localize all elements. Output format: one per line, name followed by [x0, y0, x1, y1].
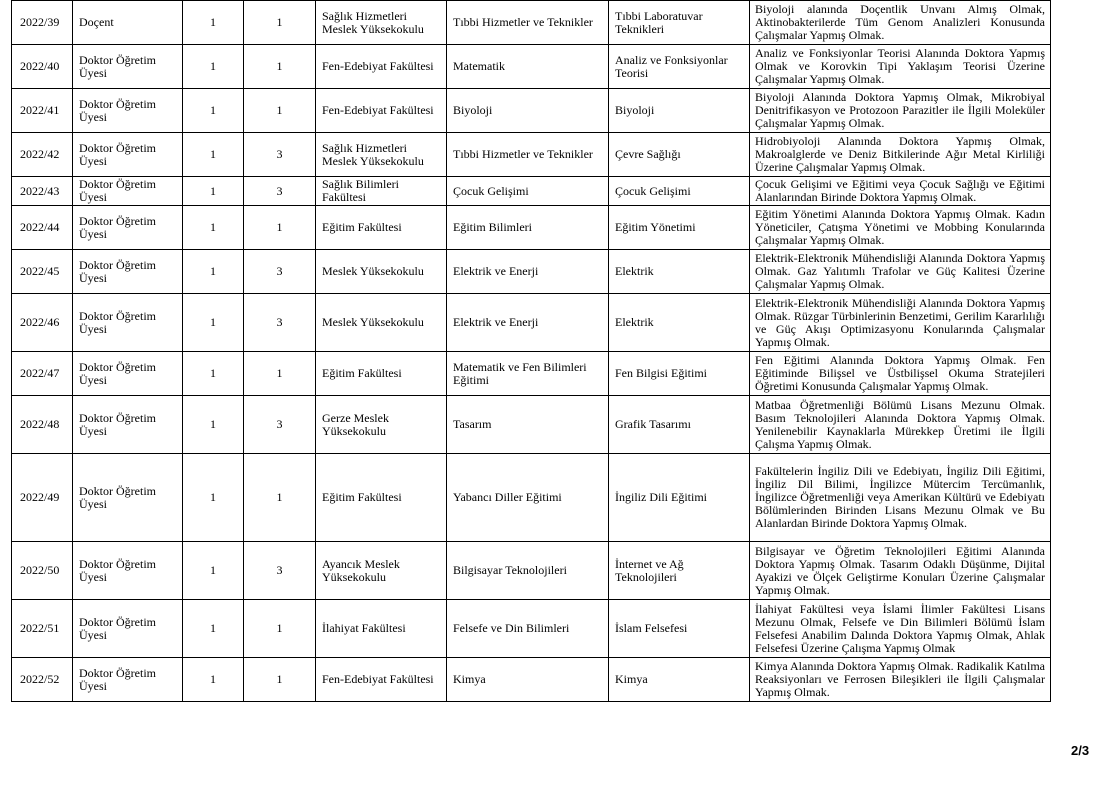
- cell-department: Kimya: [447, 658, 609, 702]
- cell-requirement: Elektrik-Elektronik Mühendisliği Alanında Doktora Yapmış Olmak. Gaz Yalıtımlı Trafolar ve Güç Kalitesi Üzerine Çalışmalar Yapmış Olmak.: [750, 250, 1051, 294]
- cell-announcement-no: 2022/50: [12, 542, 73, 600]
- cell-position-count: 1: [183, 45, 244, 89]
- cell-position-count: 1: [183, 542, 244, 600]
- cell-degree: 3: [244, 250, 316, 294]
- cell-department: Elektrik ve Enerji: [447, 250, 609, 294]
- cell-position-count: 1: [183, 600, 244, 658]
- cell-unit: Sağlık Hizmetleri Meslek Yüksekokulu: [316, 133, 447, 177]
- cell-unit: Sağlık Bilimleri Fakültesi: [316, 177, 447, 206]
- cell-unit: Ayancık Meslek Yüksekokulu: [316, 542, 447, 600]
- cell-position-count: 1: [183, 206, 244, 250]
- table-row: [12, 89, 1051, 133]
- cell-title: Doktor Öğretim Üyesi: [73, 133, 183, 177]
- cell-degree: 1: [244, 600, 316, 658]
- cell-announcement-no: 2022/45: [12, 250, 73, 294]
- cell-unit: Gerze Meslek Yüksekokulu: [316, 396, 447, 454]
- cell-position-count: 1: [183, 352, 244, 396]
- cell-program: Tıbbi Laboratuvar Teknikleri: [609, 1, 750, 45]
- table-row: [12, 250, 1051, 294]
- cell-department: Bilgisayar Teknolojileri: [447, 542, 609, 600]
- cell-degree: 1: [244, 658, 316, 702]
- cell-requirement: Fakültelerin İngiliz Dili ve Edebiyatı, İngiliz Dili Eğitimi, İngiliz Dil Bilimi, İngilizce Mütercim Tercümanlık, İngilizce Öğretmenliği veya Amerikan Kültürü ve Edebiyatı Bölümlerinden Birinden Lisans Mezunu Olmak ve Bu Alanlardan Birinde Doktora Yapmış Olmak.: [750, 454, 1051, 542]
- cell-position-count: 1: [183, 396, 244, 454]
- cell-degree: 3: [244, 177, 316, 206]
- cell-program: İslam Felsefesi: [609, 600, 750, 658]
- cell-department: Biyoloji: [447, 89, 609, 133]
- cell-title: Doktor Öğretim Üyesi: [73, 89, 183, 133]
- cell-department: Tıbbi Hizmetler ve Teknikler: [447, 133, 609, 177]
- cell-requirement: Kimya Alanında Doktora Yapmış Olmak. Radikalik Katılma Reaksiyonları ve Ferrosen Bileşikleri ile İlgili Çalışmalar Yapmış Olmak.: [750, 658, 1051, 702]
- cell-title: Doktor Öğretim Üyesi: [73, 250, 183, 294]
- cell-position-count: 1: [183, 658, 244, 702]
- cell-requirement: Biyoloji Alanında Doktora Yapmış Olmak, Mikrobiyal Denitrifikasyon ve Protozoon Parazitler ile İlgili Moleküler Çalışmalar Yapmış Olmak.: [750, 89, 1051, 133]
- cell-unit: Eğitim Fakültesi: [316, 206, 447, 250]
- cell-unit: Fen-Edebiyat Fakültesi: [316, 45, 447, 89]
- cell-unit: Eğitim Fakültesi: [316, 454, 447, 542]
- table-row: [12, 454, 1051, 542]
- cell-unit: Fen-Edebiyat Fakültesi: [316, 658, 447, 702]
- cell-degree: 1: [244, 206, 316, 250]
- cell-position-count: 1: [183, 454, 244, 542]
- cell-requirement: Fen Eğitimi Alanında Doktora Yapmış Olmak. Fen Eğitiminde Bilişsel ve Üstbilişsel Okuma Stratejileri Öğretimi Konusunda Çalışmalar Yapmış Olmak.: [750, 352, 1051, 396]
- cell-announcement-no: 2022/47: [12, 352, 73, 396]
- table-row: [12, 396, 1051, 454]
- table-row: [12, 294, 1051, 352]
- cell-title: Doktor Öğretim Üyesi: [73, 352, 183, 396]
- cell-position-count: 1: [183, 250, 244, 294]
- cell-title: Doktor Öğretim Üyesi: [73, 294, 183, 352]
- cell-requirement: Hidrobiyoloji Alanında Doktora Yapmış Olmak, Makroalglerde ve Deniz Bitkilerinde Ağır Metal Kirliliği Üzerine Çalışmalar Yapmış Olmak.: [750, 133, 1051, 177]
- cell-department: Yabancı Diller Eğitimi: [447, 454, 609, 542]
- cell-title: Doktor Öğretim Üyesi: [73, 454, 183, 542]
- table-row: [12, 1, 1051, 45]
- cell-title: Doktor Öğretim Üyesi: [73, 600, 183, 658]
- table-row: [12, 177, 1051, 206]
- cell-unit: Fen-Edebiyat Fakültesi: [316, 89, 447, 133]
- cell-announcement-no: 2022/39: [12, 1, 73, 45]
- cell-degree: 1: [244, 352, 316, 396]
- cell-title: Doktor Öğretim Üyesi: [73, 206, 183, 250]
- cell-unit: İlahiyat Fakültesi: [316, 600, 447, 658]
- cell-department: Elektrik ve Enerji: [447, 294, 609, 352]
- cell-degree: 3: [244, 294, 316, 352]
- cell-requirement: Elektrik-Elektronik Mühendisliği Alanında Doktora Yapmış Olmak. Rüzgar Türbinlerinin Benzetimi, Gerilim Kararlılığı ve Güç Akışı Optimizasyonu Konularında Çalışmalar Yapmış Olmak.: [750, 294, 1051, 352]
- cell-announcement-no: 2022/41: [12, 89, 73, 133]
- positions-table: [11, 0, 1051, 702]
- cell-program: İnternet ve Ağ Teknolojileri: [609, 542, 750, 600]
- cell-requirement: Biyoloji alanında Doçentlik Unvanı Almış Olmak, Aktinobakterilerde Tüm Genom Analizleri Konusunda Çalışmalar Yapmış Olmak.: [750, 1, 1051, 45]
- cell-program: Çevre Sağlığı: [609, 133, 750, 177]
- cell-department: Matematik ve Fen Bilimleri Eğitimi: [447, 352, 609, 396]
- cell-program: Elektrik: [609, 250, 750, 294]
- cell-title: Doktor Öğretim Üyesi: [73, 542, 183, 600]
- cell-position-count: 1: [183, 1, 244, 45]
- table-row: [12, 658, 1051, 702]
- cell-department: Tıbbi Hizmetler ve Teknikler: [447, 1, 609, 45]
- cell-program: Grafik Tasarımı: [609, 396, 750, 454]
- cell-program: Fen Bilgisi Eğitimi: [609, 352, 750, 396]
- table-row: [12, 133, 1051, 177]
- cell-department: Çocuk Gelişimi: [447, 177, 609, 206]
- cell-degree: 1: [244, 454, 316, 542]
- cell-position-count: 1: [183, 133, 244, 177]
- cell-unit: Meslek Yüksekokulu: [316, 250, 447, 294]
- table-row: [12, 542, 1051, 600]
- cell-program: Elektrik: [609, 294, 750, 352]
- cell-unit: Sağlık Hizmetleri Meslek Yüksekokulu: [316, 1, 447, 45]
- cell-title: Doçent: [73, 1, 183, 45]
- page-number: 2/3: [1071, 743, 1090, 758]
- cell-program: Analiz ve Fonksiyonlar Teorisi: [609, 45, 750, 89]
- cell-title: Doktor Öğretim Üyesi: [73, 396, 183, 454]
- cell-requirement: İlahiyat Fakültesi veya İslami İlimler Fakültesi Lisans Mezunu Olmak, Felsefe ve Din Bilimleri Bölümü İslam Felsefesi Anabilim Dalında Doktora Yapmış Olmak, Ahlak Felsefesi Üzerine Çalışma Yapmış Olmak: [750, 600, 1051, 658]
- table-row: [12, 600, 1051, 658]
- cell-program: Biyoloji: [609, 89, 750, 133]
- cell-department: Eğitim Bilimleri: [447, 206, 609, 250]
- cell-department: Felsefe ve Din Bilimleri: [447, 600, 609, 658]
- cell-announcement-no: 2022/52: [12, 658, 73, 702]
- cell-announcement-no: 2022/42: [12, 133, 73, 177]
- cell-unit: Meslek Yüksekokulu: [316, 294, 447, 352]
- cell-requirement: Analiz ve Fonksiyonlar Teorisi Alanında Doktora Yapmış Olmak ve Korovkin Tipi Yaklaşım Teorisi Üzerine Çalışmalar Yapmış Olmak.: [750, 45, 1051, 89]
- cell-title: Doktor Öğretim Üyesi: [73, 658, 183, 702]
- cell-program: İngiliz Dili Eğitimi: [609, 454, 750, 542]
- cell-position-count: 1: [183, 294, 244, 352]
- cell-announcement-no: 2022/44: [12, 206, 73, 250]
- cell-announcement-no: 2022/40: [12, 45, 73, 89]
- table-row: [12, 206, 1051, 250]
- cell-department: Matematik: [447, 45, 609, 89]
- cell-degree: 3: [244, 542, 316, 600]
- cell-requirement: Çocuk Gelişimi ve Eğitimi veya Çocuk Sağlığı ve Eğitimi Alanlarından Birinde Doktora Yapmış Olmak.: [750, 177, 1051, 206]
- cell-degree: 1: [244, 45, 316, 89]
- cell-position-count: 1: [183, 89, 244, 133]
- cell-requirement: Bilgisayar ve Öğretim Teknolojileri Eğitimi Alanında Doktora Yapmış Olmak. Tasarım Odaklı Düşünme, Dijital Ayakizi ve Ölçek Geliştirme Konuları Üzerine Çalışmalar Yapmış Olmak.: [750, 542, 1051, 600]
- cell-announcement-no: 2022/49: [12, 454, 73, 542]
- cell-unit: Eğitim Fakültesi: [316, 352, 447, 396]
- cell-degree: 3: [244, 133, 316, 177]
- cell-announcement-no: 2022/46: [12, 294, 73, 352]
- table-row: [12, 352, 1051, 396]
- cell-program: Kimya: [609, 658, 750, 702]
- cell-title: Doktor Öğretim Üyesi: [73, 177, 183, 206]
- cell-title: Doktor Öğretim Üyesi: [73, 45, 183, 89]
- cell-program: Çocuk Gelişimi: [609, 177, 750, 206]
- cell-requirement: Matbaa Öğretmenliği Bölümü Lisans Mezunu Olmak. Basım Teknolojileri Alanında Doktora Yapmış Olmak. Yenilenebilir Kaynaklarla Mürekkep Üretimi ile İlgili Çalışma Yapmış Olmak.: [750, 396, 1051, 454]
- table-row: [12, 45, 1051, 89]
- cell-degree: 1: [244, 1, 316, 45]
- cell-degree: 1: [244, 89, 316, 133]
- cell-position-count: 1: [183, 177, 244, 206]
- cell-requirement: Eğitim Yönetimi Alanında Doktora Yapmış Olmak. Kadın Yöneticiler, Çatışma Yönetimi ve Mobbing Konularında Çalışmalar Yapmış Olmak.: [750, 206, 1051, 250]
- cell-department: Tasarım: [447, 396, 609, 454]
- cell-degree: 3: [244, 396, 316, 454]
- cell-announcement-no: 2022/48: [12, 396, 73, 454]
- cell-program: Eğitim Yönetimi: [609, 206, 750, 250]
- cell-announcement-no: 2022/43: [12, 177, 73, 206]
- cell-announcement-no: 2022/51: [12, 600, 73, 658]
